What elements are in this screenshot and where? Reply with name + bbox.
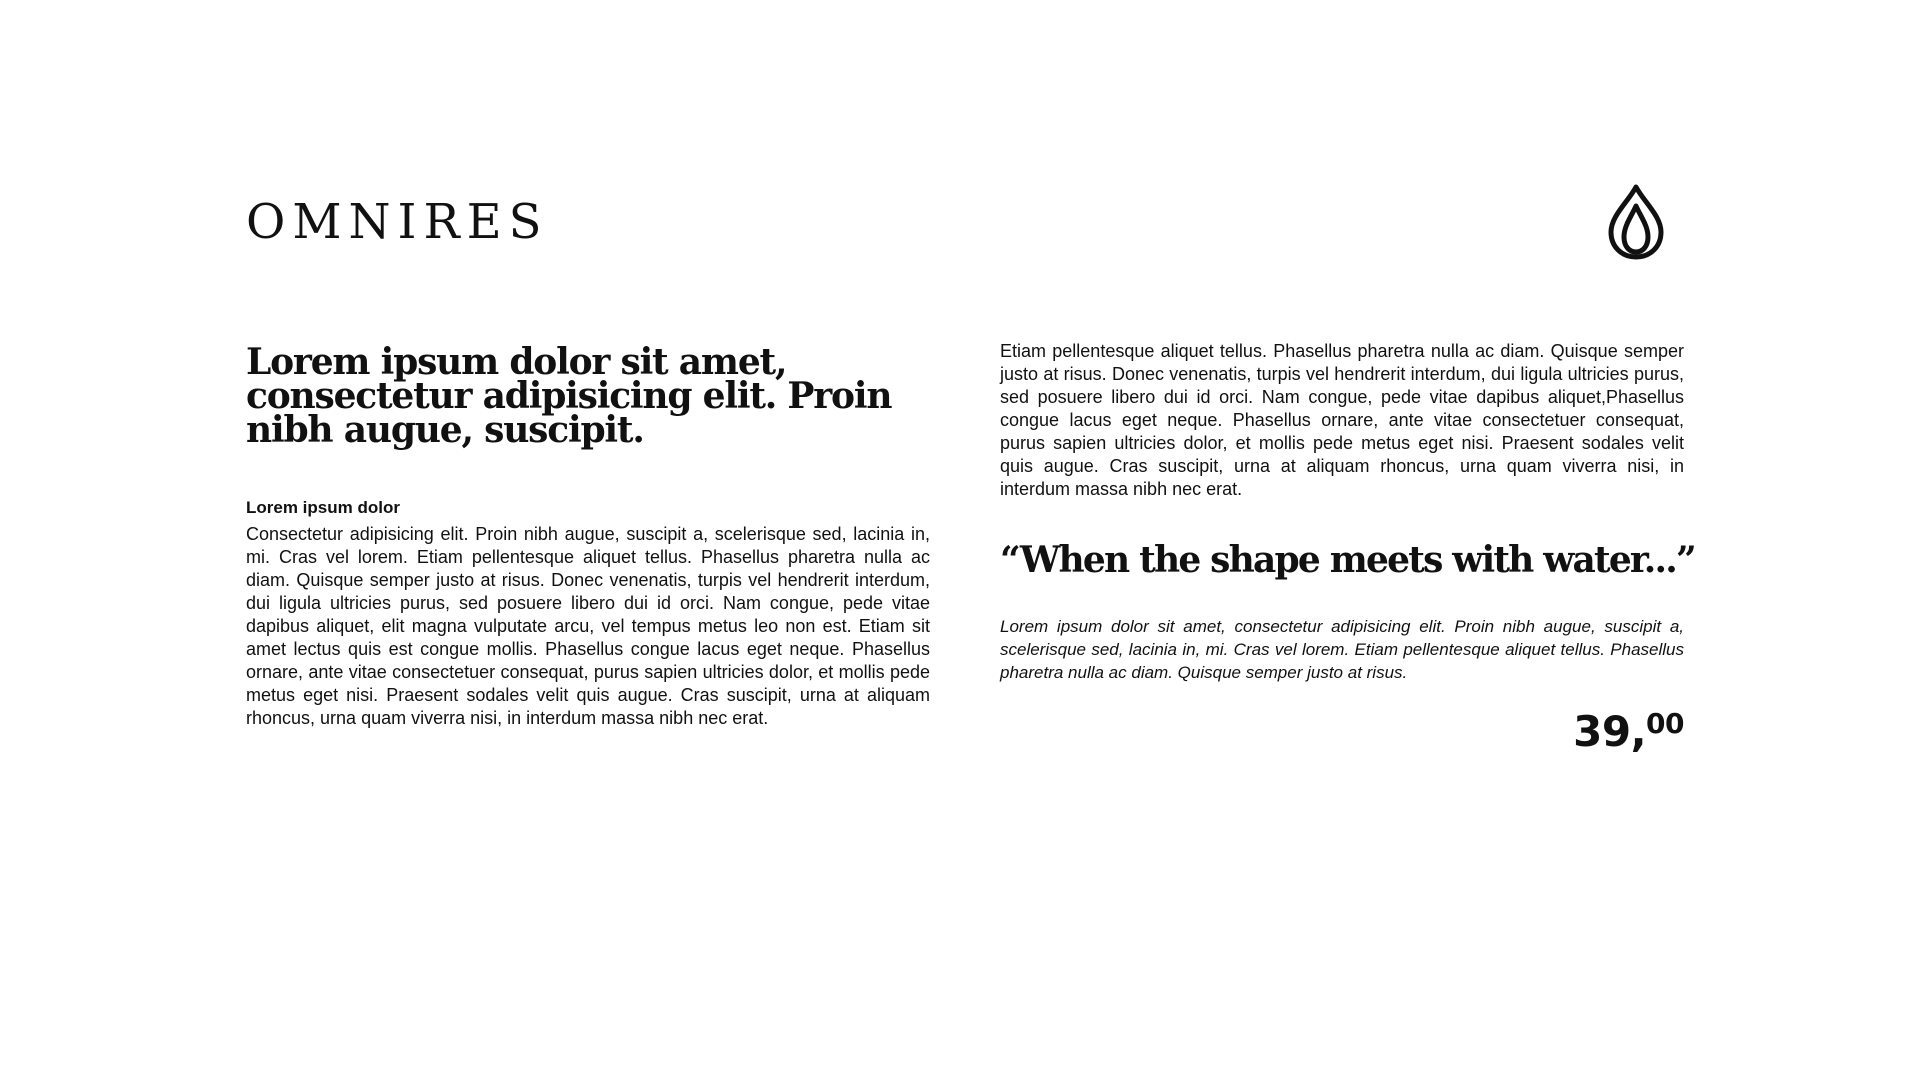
left-column xyxy=(246,341,930,730)
price xyxy=(1000,707,1684,756)
headline: Lorem ipsum dolor sit amet, consectetur adipisicing elit. Proin nibh augue, suscipit. xyxy=(246,341,892,451)
right-column xyxy=(1000,340,1695,756)
price-cents: 00 xyxy=(1646,707,1684,740)
water-drop-icon xyxy=(1606,184,1666,260)
intro-paragraph: Etiam pellentesque aliquet tellus. Phasellus pharetra nulla ac diam. Quisque semper justo at risus. Donec venenatis, turpis vel hendrerit interdum, dui ligula ultricies purus, sed posuere libero dui id orci. Nam congue, pede vitae dapibus aliquet,Phasellus congue lacus eget neque. Phasellus ornare, ante vitae consectetuer consequat, purus sapien ultricies dolor, et mollis pede metus eget nisi. Praesent sodales velit quis augue. Cras suscipit, urna at aliquam rhoncus, urna quam viverra nisi, in interdum massa nibh nec erat. xyxy=(1000,341,1684,499)
brand-logo: OMNIRES xyxy=(246,194,549,250)
pull-quote: “When the shape meets with water...” xyxy=(1000,539,1695,581)
price-main: 39, xyxy=(1573,707,1647,756)
body-paragraph: Consectetur adipisicing elit. Proin nibh augue, suscipit a, scelerisque sed, lacinia in, mi. Cras vel lorem. Etiam pellentesque aliquet tellus. Phasellus pharetra nulla ac diam. Quisque semper justo at risus. Donec venenatis, turpis vel hendrerit interdum, dui ligula ultricies purus, sed posuere libero dui id orci. Nam congue, pede vitae dapibus aliquet, elit magna vulputate arcu, vel tempus metus leo non est. Etiam sit amet lectus quis est congue mollis. Phasellus congue lacus eget neque. Phasellus ornare, ante vitae consectetuer consequat, purus sapien ultricies dolor, et mollis pede metus eget nisi. Praesent sodales velit quis augue. Cras suscipit, urna at aliquam rhoncus, urna quam viverra nisi, in interdum massa nibh nec erat. xyxy=(246,524,930,728)
italic-paragraph: Lorem ipsum dolor sit amet, consectetur adipisicing elit. Proin nibh augue, suscipit a, scelerisque sed, lacinia in, mi. Cras vel lorem. Etiam pellentesque aliquet tellus. Phasellus pharetra nulla ac diam. Quisque semper justo at risus. xyxy=(1000,617,1684,682)
subheading: Lorem ipsum dolor xyxy=(246,498,400,517)
